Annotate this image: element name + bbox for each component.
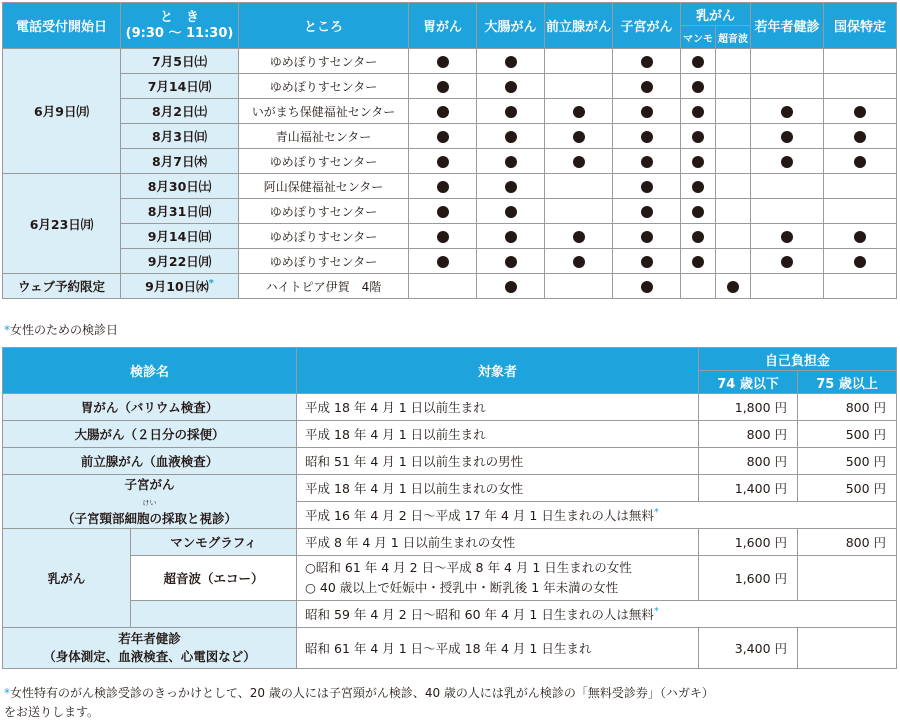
exam-availability-cell xyxy=(751,174,824,199)
exam-availability-cell xyxy=(751,124,824,149)
exam-place: いがまち保健福祉センター xyxy=(239,99,409,124)
available-dot-icon xyxy=(854,256,866,268)
exam-availability-cell xyxy=(409,149,477,174)
exam-name: 胃がん（バリウム検査） xyxy=(3,394,297,421)
header-nhi: 国保特定 xyxy=(824,3,897,49)
schedule-row xyxy=(3,49,897,74)
free-note: 平成 16 年 4 月 2 日～平成 17 年 4 月 1 日生まれの人は無料* xyxy=(297,502,897,529)
available-dot-icon xyxy=(727,281,739,293)
available-dot-icon xyxy=(437,181,449,193)
exam-availability-cell xyxy=(751,224,824,249)
available-dot-icon xyxy=(437,131,449,143)
exam-name-breast: 乳がん xyxy=(3,529,131,628)
available-dot-icon xyxy=(573,106,585,118)
fee-75: 500 円 xyxy=(798,421,897,448)
header-mammo: マンモ xyxy=(681,26,716,49)
available-dot-icon xyxy=(692,206,704,218)
exam-availability-cell xyxy=(613,124,681,149)
available-dot-icon xyxy=(505,56,517,68)
fee-74: 1,600 円 xyxy=(699,529,798,556)
available-dot-icon xyxy=(641,281,653,293)
exam-availability-cell xyxy=(477,49,545,74)
exam-availability-cell xyxy=(477,224,545,249)
exam-availability-cell xyxy=(824,49,897,74)
exam-availability-cell xyxy=(681,224,716,249)
exam-availability-cell xyxy=(409,124,477,149)
header-target: 対象者 xyxy=(297,348,699,394)
fee-row-prostate xyxy=(3,448,897,475)
exam-availability-cell xyxy=(824,124,897,149)
exam-place: ゆめぽりすセンター xyxy=(239,224,409,249)
available-dot-icon xyxy=(641,256,653,268)
available-dot-icon xyxy=(437,106,449,118)
available-dot-icon xyxy=(692,56,704,68)
available-dot-icon xyxy=(573,156,585,168)
exam-availability-cell xyxy=(824,199,897,224)
available-dot-icon xyxy=(505,206,517,218)
exam-name: 大腸がん（２日分の採便） xyxy=(3,421,297,448)
exam-availability-cell xyxy=(409,199,477,224)
schedule-row xyxy=(3,99,897,124)
exam-name-youth: 若年者健診 （身体測定、血液検査、心電図など） xyxy=(3,628,297,669)
exam-availability-cell xyxy=(824,99,897,124)
available-dot-icon xyxy=(641,81,653,93)
exam-availability-cell xyxy=(409,249,477,274)
available-dot-icon xyxy=(437,81,449,93)
exam-availability-cell xyxy=(613,74,681,99)
exam-availability-cell xyxy=(613,249,681,274)
exam-availability-cell xyxy=(613,199,681,224)
exam-availability-cell xyxy=(545,174,613,199)
exam-availability-cell xyxy=(545,124,613,149)
exam-target: 昭和 61 年 4 月 1 日～平成 18 年 4 月 1 日生まれ xyxy=(297,628,699,669)
ruby-kei: けい xyxy=(142,498,157,507)
exam-name-uterine: 子宮がん けい （子宮頸部細胞の採取と視診） xyxy=(3,475,297,529)
exam-availability-cell xyxy=(716,174,751,199)
available-dot-icon xyxy=(573,256,585,268)
exam-availability-cell xyxy=(751,249,824,274)
exam-availability-cell xyxy=(716,249,751,274)
exam-availability-cell xyxy=(613,99,681,124)
exam-availability-cell xyxy=(824,249,897,274)
available-dot-icon xyxy=(692,131,704,143)
schedule-row xyxy=(3,74,897,99)
available-dot-icon xyxy=(641,206,653,218)
exam-availability-cell xyxy=(613,49,681,74)
available-dot-icon xyxy=(641,231,653,243)
fee-75-empty xyxy=(798,556,897,601)
schedule-footnote: *女性のための検診日 xyxy=(4,323,119,337)
free-note: 昭和 59 年 4 月 2 日～昭和 60 年 4 月 1 日生まれの人は無料* xyxy=(297,601,897,628)
header-echo: 超音波 xyxy=(716,26,751,49)
fee-row-uterine xyxy=(3,475,897,502)
fee-row-breast-free xyxy=(3,601,897,628)
fee-74: 1,400 円 xyxy=(699,475,798,502)
exam-availability-cell xyxy=(681,274,716,299)
exam-availability-cell xyxy=(477,99,545,124)
exam-availability-cell xyxy=(545,99,613,124)
header-fee: 自己負担金 xyxy=(699,348,897,371)
exam-availability-cell xyxy=(613,174,681,199)
fee-row-youth xyxy=(3,628,897,669)
exam-availability-cell xyxy=(409,174,477,199)
exam-target: 平成 8 年 4 月 1 日以前生まれの女性 xyxy=(297,529,699,556)
available-dot-icon xyxy=(781,256,793,268)
exam-availability-cell xyxy=(681,99,716,124)
exam-name: 前立腺がん（血液検査） xyxy=(3,448,297,475)
available-dot-icon xyxy=(854,231,866,243)
schedule-table xyxy=(2,2,897,299)
available-dot-icon xyxy=(505,81,517,93)
exam-availability-cell xyxy=(824,174,897,199)
available-dot-icon xyxy=(573,131,585,143)
phone-start-date: 6月9日㈪ xyxy=(3,49,121,174)
exam-availability-cell xyxy=(477,124,545,149)
exam-target-echo: ○昭和 61 年 4 月 2 日～平成 8 年 4 月 1 日生まれの女性 ○ 40 歳以上で妊娠中・授乳中・断乳後 1 年未満の女性 xyxy=(297,556,699,601)
fee-75: 500 円 xyxy=(798,475,897,502)
exam-availability-cell xyxy=(545,149,613,174)
exam-availability-cell xyxy=(824,274,897,299)
header-youth: 若年者健診 xyxy=(751,3,824,49)
exam-subname-echo: 超音波（エコー） xyxy=(131,556,297,601)
exam-availability-cell xyxy=(545,249,613,274)
exam-availability-cell xyxy=(751,199,824,224)
header-start: 電話受付開始日 xyxy=(3,3,121,49)
available-dot-icon xyxy=(437,231,449,243)
header-exam-name: 検診名 xyxy=(3,348,297,394)
fee-row-echo xyxy=(3,556,897,601)
exam-availability-cell xyxy=(681,124,716,149)
available-dot-icon xyxy=(437,256,449,268)
available-dot-icon xyxy=(854,156,866,168)
available-dot-icon xyxy=(781,106,793,118)
exam-availability-cell xyxy=(477,74,545,99)
exam-availability-cell xyxy=(716,124,751,149)
available-dot-icon xyxy=(573,231,585,243)
exam-place: ゆめぽりすセンター xyxy=(239,149,409,174)
available-dot-icon xyxy=(437,206,449,218)
blank-cell xyxy=(131,601,297,628)
header-where: ところ xyxy=(239,3,409,49)
exam-availability-cell xyxy=(751,99,824,124)
fee-table xyxy=(2,347,897,669)
exam-target: 平成 18 年 4 月 1 日以前生まれ xyxy=(297,421,699,448)
exam-availability-cell xyxy=(613,224,681,249)
available-dot-icon xyxy=(641,131,653,143)
available-dot-icon xyxy=(692,106,704,118)
schedule-row xyxy=(3,174,897,199)
phone-start-date: 6月23日㈪ xyxy=(3,174,121,274)
exam-place: 青山福祉センター xyxy=(239,124,409,149)
fee-row-stomach xyxy=(3,394,897,421)
schedule-row xyxy=(3,224,897,249)
exam-place: 阿山保健福祉センター xyxy=(239,174,409,199)
exam-availability-cell xyxy=(716,49,751,74)
schedule-row xyxy=(3,149,897,174)
available-dot-icon xyxy=(505,131,517,143)
available-dot-icon xyxy=(505,156,517,168)
exam-availability-cell xyxy=(824,224,897,249)
available-dot-icon xyxy=(692,256,704,268)
exam-availability-cell xyxy=(824,74,897,99)
exam-availability-cell xyxy=(545,224,613,249)
available-dot-icon xyxy=(641,56,653,68)
exam-availability-cell xyxy=(681,49,716,74)
fee-footnote: *女性特有のがん検診受診のきっかけとして、20 歳の人には子宮頸がん検診、40 歳の人には乳がん検診の「無料受診券」（ハガキ） をお送りします。 xyxy=(4,686,714,719)
exam-target: 平成 18 年 4 月 1 日以前生まれ xyxy=(297,394,699,421)
exam-date: 9月22日㈪ xyxy=(121,249,239,274)
fee-75: 500 円 xyxy=(798,448,897,475)
exam-availability-cell xyxy=(613,274,681,299)
fee-75: 800 円 xyxy=(798,529,897,556)
exam-availability-cell xyxy=(716,74,751,99)
available-dot-icon xyxy=(641,181,653,193)
exam-target: 平成 18 年 4 月 1 日以前生まれの女性 xyxy=(297,475,699,502)
exam-availability-cell xyxy=(681,174,716,199)
available-dot-icon xyxy=(692,181,704,193)
header-over75: 75 歳以上 xyxy=(798,371,897,394)
header-uterine: 子宮がん xyxy=(613,3,681,49)
exam-availability-cell xyxy=(409,99,477,124)
available-dot-icon xyxy=(505,181,517,193)
exam-date: 8月3日㈰ xyxy=(121,124,239,149)
fee-row-colon xyxy=(3,421,897,448)
exam-availability-cell xyxy=(716,274,751,299)
exam-availability-cell xyxy=(409,74,477,99)
exam-availability-cell xyxy=(681,249,716,274)
schedule-row xyxy=(3,199,897,224)
exam-availability-cell xyxy=(545,74,613,99)
exam-availability-cell xyxy=(751,274,824,299)
schedule-row xyxy=(3,274,897,299)
exam-availability-cell xyxy=(613,149,681,174)
available-dot-icon xyxy=(854,131,866,143)
fee-row-mammo xyxy=(3,529,897,556)
exam-availability-cell xyxy=(477,249,545,274)
available-dot-icon xyxy=(437,156,449,168)
exam-date: 8月30日㈯ xyxy=(121,174,239,199)
exam-availability-cell xyxy=(545,49,613,74)
header-prostate: 前立腺がん xyxy=(545,3,613,49)
exam-availability-cell xyxy=(477,174,545,199)
exam-availability-cell xyxy=(477,149,545,174)
exam-date: 7月14日㈪ xyxy=(121,74,239,99)
available-dot-icon xyxy=(692,156,704,168)
exam-availability-cell xyxy=(409,224,477,249)
exam-place: ゆめぽりすセンター xyxy=(239,74,409,99)
exam-availability-cell xyxy=(477,274,545,299)
exam-availability-cell xyxy=(751,49,824,74)
exam-date: 8月2日㈯ xyxy=(121,99,239,124)
exam-availability-cell xyxy=(716,99,751,124)
exam-availability-cell xyxy=(545,199,613,224)
exam-availability-cell xyxy=(681,149,716,174)
phone-start-date: ウェブ予約限定 xyxy=(3,274,121,299)
schedule-row xyxy=(3,124,897,149)
exam-availability-cell xyxy=(477,199,545,224)
header-colon: 大腸がん xyxy=(477,3,545,49)
exam-date: 8月7日㈭ xyxy=(121,149,239,174)
header-under74: 74 歳以下 xyxy=(699,371,798,394)
fee-74: 3,400 円 xyxy=(699,628,798,669)
exam-target: 昭和 51 年 4 月 1 日以前生まれの男性 xyxy=(297,448,699,475)
exam-date: 7月5日㈯ xyxy=(121,49,239,74)
exam-availability-cell xyxy=(716,149,751,174)
exam-availability-cell xyxy=(716,224,751,249)
exam-date: 9月10日㈬* xyxy=(121,274,239,299)
available-dot-icon xyxy=(781,156,793,168)
exam-availability-cell xyxy=(681,74,716,99)
available-dot-icon xyxy=(692,231,704,243)
available-dot-icon xyxy=(692,81,704,93)
exam-place: ゆめぽりすセンター xyxy=(239,199,409,224)
fee-74: 800 円 xyxy=(699,448,798,475)
available-dot-icon xyxy=(641,106,653,118)
fee-74: 800 円 xyxy=(699,421,798,448)
exam-availability-cell xyxy=(409,49,477,74)
header-breast: 乳がん xyxy=(681,3,751,26)
available-dot-icon xyxy=(505,106,517,118)
exam-availability-cell xyxy=(751,149,824,174)
available-dot-icon xyxy=(437,56,449,68)
available-dot-icon xyxy=(781,131,793,143)
exam-place: ゆめぽりすセンター xyxy=(239,249,409,274)
available-dot-icon xyxy=(641,156,653,168)
exam-availability-cell xyxy=(545,274,613,299)
exam-availability-cell xyxy=(681,199,716,224)
available-dot-icon xyxy=(781,231,793,243)
header-when: と き (9:30 ～ 11:30) xyxy=(121,3,239,49)
fee-74: 1,800 円 xyxy=(699,394,798,421)
fee-74: 1,600 円 xyxy=(699,556,798,601)
fee-75-empty xyxy=(798,628,897,669)
available-dot-icon xyxy=(505,281,517,293)
exam-availability-cell xyxy=(716,199,751,224)
exam-availability-cell xyxy=(409,274,477,299)
available-dot-icon xyxy=(505,231,517,243)
available-dot-icon xyxy=(505,256,517,268)
exam-place: ゆめぽりすセンター xyxy=(239,49,409,74)
exam-subname-mammo: マンモグラフィ xyxy=(131,529,297,556)
available-dot-icon xyxy=(854,106,866,118)
exam-availability-cell xyxy=(824,149,897,174)
schedule-row xyxy=(3,249,897,274)
exam-place: ハイトピア伊賀 4階 xyxy=(239,274,409,299)
fee-75: 800 円 xyxy=(798,394,897,421)
header-stomach: 胃がん xyxy=(409,3,477,49)
exam-date: 9月14日㈰ xyxy=(121,224,239,249)
exam-availability-cell xyxy=(751,74,824,99)
exam-date: 8月31日㈰ xyxy=(121,199,239,224)
